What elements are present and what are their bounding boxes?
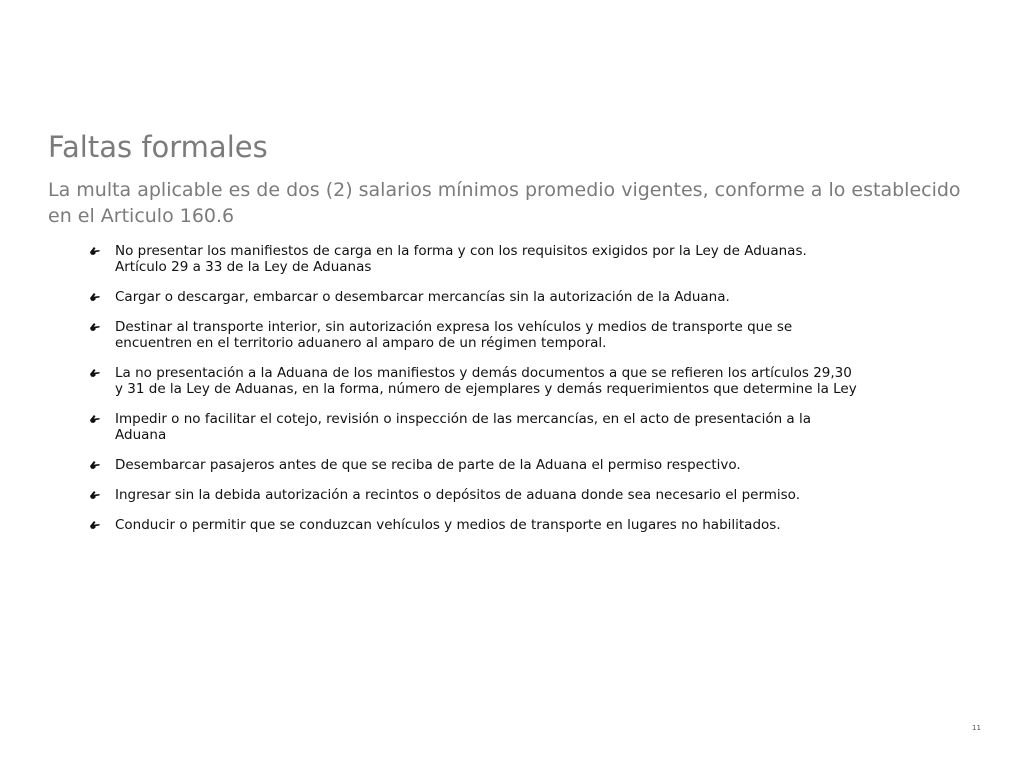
list-item-text: Cargar o descargar, embarcar o desembarcar mercancías sin la autorización de la Aduana. bbox=[115, 289, 730, 305]
list-item bbox=[88, 243, 858, 275]
pointing-hand-icon bbox=[88, 290, 102, 304]
pointing-hand-icon bbox=[88, 244, 102, 258]
list-item-text: No presentar los manifiestos de carga en la forma y con los requisitos exigidos por la Ley de Aduanas. Artículo 29 a 33 de la Ley de Aduanas bbox=[115, 243, 807, 275]
pointing-hand-icon bbox=[88, 458, 102, 472]
pointing-hand-icon bbox=[88, 412, 102, 426]
list-item-text: Desembarcar pasajeros antes de que se reciba de parte de la Aduana el permiso respectivo. bbox=[115, 457, 741, 473]
pointing-hand-icon bbox=[88, 518, 102, 532]
pointing-hand-icon bbox=[88, 320, 102, 334]
list-item bbox=[88, 319, 858, 351]
list-item-text: Impedir o no facilitar el cotejo, revisión o inspección de las mercancías, en el acto de presentación a la Aduana bbox=[115, 411, 812, 443]
list-item bbox=[88, 487, 858, 503]
slide-subtitle: La multa aplicable es de dos (2) salarios mínimos promedio vigentes, conforme a lo establecido en el Articulo 160.6 bbox=[48, 179, 961, 227]
list-item bbox=[88, 365, 858, 397]
pointing-hand-icon bbox=[88, 488, 102, 502]
list-item-text: La no presentación a la Aduana de los manifiestos y demás documentos a que se refieren los artículos 29,30 y 31 de la Ley de Aduanas, en la forma, número de ejemplares y demás requerimientos que determine la Ley bbox=[115, 365, 857, 397]
list-item bbox=[88, 411, 858, 443]
list-item-text: Ingresar sin la debida autorización a recintos o depósitos de aduana donde sea necesario el permiso. bbox=[115, 487, 800, 503]
pointing-hand-icon bbox=[88, 366, 102, 380]
violations-list bbox=[88, 243, 858, 547]
list-item bbox=[88, 517, 858, 533]
list-item bbox=[88, 457, 858, 473]
list-item bbox=[88, 289, 858, 305]
slide-title: Faltas formales bbox=[48, 130, 268, 164]
list-item-text: Conducir o permitir que se conduzcan vehículos y medios de transporte en lugares no habilitados. bbox=[115, 517, 781, 533]
page-number: 11 bbox=[972, 724, 981, 732]
list-item-text: Destinar al transporte interior, sin autorización expresa los vehículos y medios de transporte que se encuentren en el territorio aduanero al amparo de un régimen temporal. bbox=[115, 319, 793, 351]
